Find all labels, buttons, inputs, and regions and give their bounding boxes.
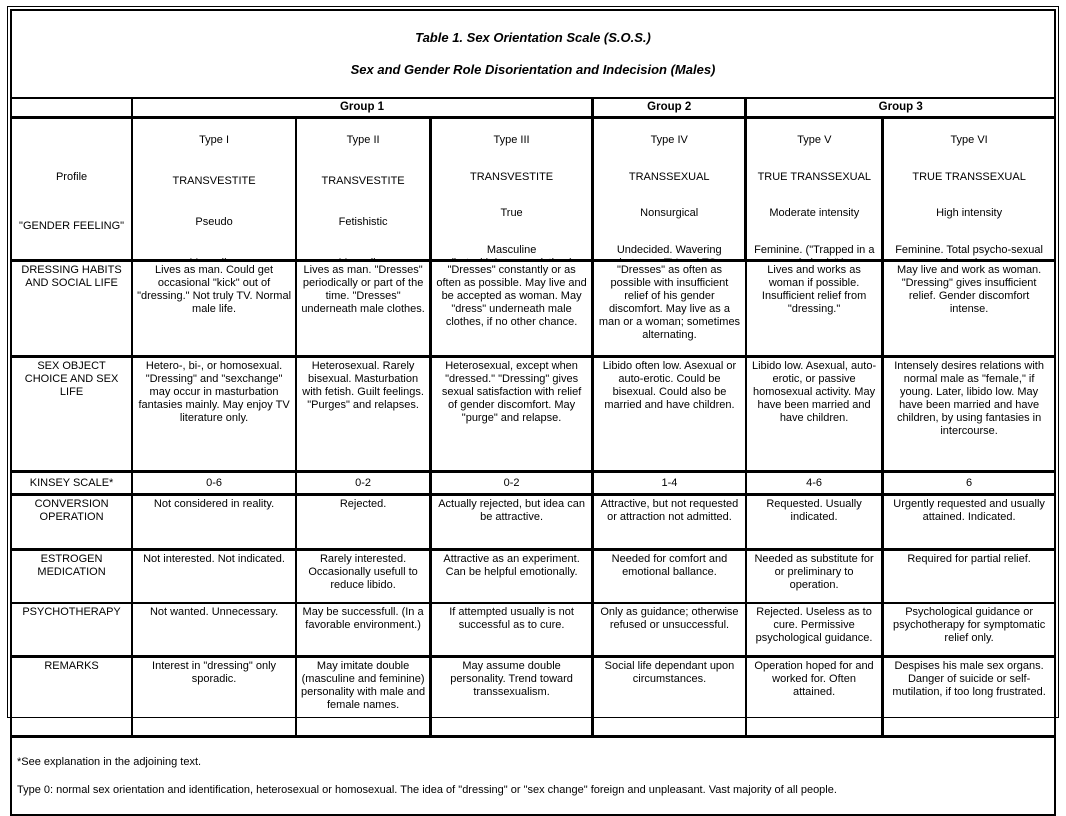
group-header-spacer (11, 98, 132, 118)
type-4-classification: TRANSSEXUAL (628, 170, 710, 183)
table-cell: May imitate double (masculine and feminine) personality with male and female names. (296, 657, 431, 737)
table-cell: Attractive as an experiment. Can be helpful emotionally. (431, 550, 593, 604)
table-cell: Not wanted. Unnecessary. (132, 603, 296, 657)
table-cell: Lives as man. Could get occasional "kick" out of "dressing." Not truly TV. Normal male life. (132, 261, 296, 357)
type-6-intensity: High intensity (936, 207, 1003, 220)
type-6-feeling: Feminine. Total psycho-sexual (895, 243, 1043, 256)
table-cell: Required for partial relief. (883, 550, 1055, 604)
footnote-row (11, 737, 1055, 816)
sex-orientation-scale-table (10, 9, 1056, 816)
table-cell: Interest in "dressing" only sporadic. (132, 657, 296, 737)
type-5-classification: TRUE TRANSSEXUAL (757, 170, 872, 183)
row-header-estrogen-medication: ESTROGEN MEDICATION (11, 550, 132, 604)
table-cell: Lives and works as woman if possible. Insufficient relief from "dressing." (746, 261, 883, 357)
table-title (11, 10, 1055, 98)
table-cell: 0-2 (296, 472, 431, 495)
row-header-sex-object-choice: SEX OBJECT CHOICE AND SEX LIFE (11, 357, 132, 472)
type-1-intensity: Pseudo (195, 216, 233, 228)
type-column-header-4 (592, 118, 745, 261)
table-cell: Heterosexual, except when "dressed." "Dressing" gives sexual satisfaction with relief of gender discomfort. May "purge" and relapse. (431, 357, 593, 472)
table-cell: Operation hoped for and worked for. Often attained. (746, 657, 883, 737)
row-header-dressing-habits: DRESSING HABITS AND SOCIAL LIFE (11, 261, 132, 357)
table-cell: May be successfull. (In a favorable environment.) (296, 603, 431, 657)
table-title-line2: Sex and Gender Role Disorientation and Indecision (Males) (350, 62, 716, 77)
gender-feeling-label: "GENDER FEELING" (19, 220, 125, 233)
row-kinsey-scale (11, 472, 1055, 495)
table-cell: Hetero-, bi-, or homosexual. "Dressing" and "sexchange" may occur in masturbation fantasies mainly. May enjoy TV literature only. (132, 357, 296, 472)
table-outer-frame (7, 6, 1059, 796)
table-cell: 6 (883, 472, 1055, 495)
table-cell: Needed as substitute for or preliminary to operation. (746, 550, 883, 604)
type-2-name: Type II (346, 134, 380, 146)
table-cell: Not considered in reality. (132, 495, 296, 550)
type-column-header-5 (746, 118, 883, 261)
type-column-header-2 (296, 118, 431, 261)
group-header-row (11, 98, 1055, 118)
table-cell: 0-6 (132, 472, 296, 495)
row-header-remarks: REMARKS (11, 657, 132, 737)
type-5-feeling: Feminine. ("Trapped in a (754, 243, 875, 256)
group-header-1: Group 1 (132, 98, 592, 118)
table-cell: Attractive, but not requested or attraction not admitted. (592, 495, 745, 550)
row-dressing-habits (11, 261, 1055, 357)
type-column-header-6 (883, 118, 1055, 261)
type-1-classification: TRANSVESTITE (172, 175, 256, 187)
group-header-3: Group 3 (746, 98, 1055, 118)
table-cell: Actually rejected, but idea can be attractive. (431, 495, 593, 550)
table-cell: 4-6 (746, 472, 883, 495)
type-header-row (11, 118, 1055, 261)
type-4-name: Type IV (650, 134, 688, 146)
row-header-psychotherapy: PSYCHOTHERAPY (11, 603, 132, 657)
table-cell: "Dresses" as often as possible with insufficient relief of his gender discomfort. May live as a man or a woman; sometimes alternating. (592, 261, 745, 357)
table-cell: Psychological guidance or psychotherapy for symptomatic relief only. (883, 603, 1055, 657)
type-column-header-1 (132, 118, 296, 261)
row-psychotherapy (11, 603, 1055, 657)
type-6-name: Type VI (950, 134, 988, 146)
row-header-conversion-operation: CONVERSION OPERATION (11, 495, 132, 550)
type-5-intensity: Moderate intensity (769, 207, 860, 220)
type-3-intensity: True (500, 207, 523, 220)
table-cell: Social life dependant upon circumstances. (592, 657, 745, 737)
group-header-2: Group 2 (592, 98, 745, 118)
profile-label: Profile (55, 170, 88, 183)
type-5-name: Type V (797, 134, 832, 146)
type-4-intensity: Nonsurgical (640, 207, 699, 220)
type-6-classification: TRUE TRANSSEXUAL (912, 170, 1026, 183)
table-cell: Libido often low. Asexual or auto-erotic. Could be bisexual. Could also be married and have children. (592, 357, 745, 472)
row-conversion-operation (11, 495, 1055, 550)
table-cell: If attempted usually is not successful as to cure. (431, 603, 593, 657)
footnote-cell (11, 737, 1055, 816)
type-column-header-3 (431, 118, 593, 261)
footnote-line-1: *See explanation in the adjoining text. (17, 756, 202, 768)
table-cell: Urgently requested and usually attained. Indicated. (883, 495, 1055, 550)
footnote-line-2: Type 0: normal sex orientation and identification, heterosexual or homosexual. The idea of "dressing" or "sex change" foreign and unpleasant. Vast majority of all people. (17, 784, 837, 796)
table-cell: Despises his male sex organs. Danger of suicide or self-mutilation, if too long frustrated. (883, 657, 1055, 737)
table-cell: Rejected. Useless as to cure. Permissive psychological guidance. (746, 603, 883, 657)
table-cell: Needed for comfort and emotional ballance. (592, 550, 745, 604)
table-cell: Lives as man. "Dresses" periodically or part of the time. "Dresses" underneath male clothes. (296, 261, 431, 357)
type-2-classification: TRANSVESTITE (321, 175, 405, 187)
table-cell: 0-2 (431, 472, 593, 495)
row-sex-object-choice (11, 357, 1055, 472)
table-cell: "Dresses" constantly or as often as possible. May live and be accepted as woman. May "dress" underneath male clothes, if no other chance. (431, 261, 593, 357)
type-4-feeling: Undecided. Wavering (616, 243, 722, 256)
table-cell: Not interested. Not indicated. (132, 550, 296, 604)
type-1-name: Type I (199, 134, 230, 146)
row-header-profile (11, 118, 132, 261)
table-cell: Heterosexual. Rarely bisexual. Masturbation with fetish. Guilt feelings. "Purges" and relapses. (296, 357, 431, 472)
type-2-intensity: Fetishistic (338, 216, 388, 228)
table-cell: Libido low. Asexual, auto-erotic, or passive homosexual activity. May have been married and have children. (746, 357, 883, 472)
table-cell: Only as guidance; otherwise refused or unsuccessful. (592, 603, 745, 657)
table-cell: May assume double personality. Trend toward transsexualism. (431, 657, 593, 737)
table-title-line1: Table 1. Sex Orientation Scale (S.O.S.) (415, 30, 651, 45)
row-remarks (11, 657, 1055, 737)
table-cell: 1-4 (592, 472, 745, 495)
row-header-kinsey-scale: KINSEY SCALE* (11, 472, 132, 495)
row-estrogen-medication (11, 550, 1055, 604)
type-3-name: Type III (493, 134, 530, 146)
table-cell: Rejected. (296, 495, 431, 550)
table-cell: Intensely desires relations with normal male as "female," if young. Later, libido low. May have been married and have children, by using fantasies in intercourse. (883, 357, 1055, 472)
type-3-feeling: Masculine (486, 243, 537, 256)
table-cell: Requested. Usually indicated. (746, 495, 883, 550)
table-title-row (11, 10, 1055, 98)
table-cell: Rarely interested. Occasionally usefull to reduce libido. (296, 550, 431, 604)
type-3-classification: TRANSVESTITE (470, 170, 554, 183)
table-cell: May live and work as woman. "Dressing" gives insufficient relief. Gender discomfort intense. (883, 261, 1055, 357)
